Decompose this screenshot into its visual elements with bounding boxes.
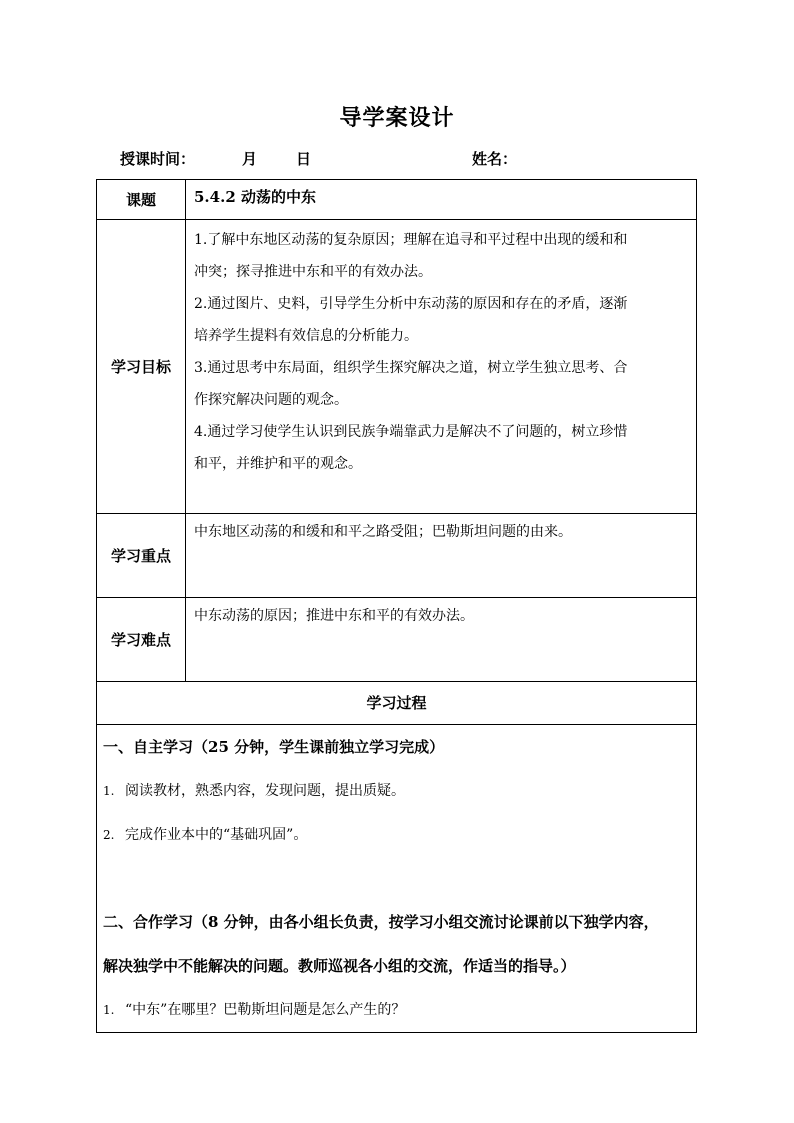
student-name-label: 姓名： [472, 150, 518, 168]
process-body-cell [97, 725, 697, 1033]
list-item [103, 769, 690, 813]
difficulties-cell [186, 598, 697, 682]
key-points-label: 学习重点 [97, 514, 186, 598]
goal-line: 3.通过思考中东局面，组织学生探究解决之道，树立学生独立思考、合 [194, 360, 628, 376]
difficulties-value: 中东动荡的原因；推进中东和平的有效办法。 [194, 608, 474, 624]
list-item [103, 813, 690, 857]
list-item-number: 2. [103, 828, 115, 842]
difficulties-row [97, 598, 697, 682]
list-item-text: 阅读教材，熟悉内容，发现问题，提出质疑。 [125, 783, 405, 799]
list-item-text: “中东”在哪里？巴勒斯坦问题是怎么产生的？ [125, 1002, 406, 1018]
lesson-time-label: 授课时间： [120, 150, 196, 168]
process-body-row [97, 725, 697, 1033]
topic-cell [186, 180, 697, 220]
document-title: 导学案设计 [339, 105, 455, 131]
list-item [103, 988, 690, 1032]
spacer [103, 857, 690, 900]
difficulties-label: 学习难点 [97, 598, 186, 682]
topic-value: 5.4.2 动荡的中东 [194, 188, 316, 206]
lesson-plan-table [96, 179, 697, 1033]
cooperative-study-heading-line2: 解决独学中不能解决的问题。教师巡视各小组的交流，作适当的指导。） [103, 957, 576, 975]
goal-line: 4.通过学习使学生认识到民族争端靠武力是解决不了问题的，树立珍惜 [194, 424, 628, 440]
process-body [97, 725, 696, 1032]
list-item-number: 1. [103, 784, 115, 798]
topic-row [97, 180, 697, 220]
goals-label: 学习目标 [97, 220, 186, 514]
goals-text [186, 220, 696, 480]
day-label: 日 [296, 150, 312, 168]
process-title: 学习过程 [366, 694, 427, 712]
key-points-value: 中东地区动荡的和缓和和平之路受阻；巴勒斯坦问题的由来。 [194, 524, 572, 540]
month-label: 月 [242, 150, 258, 168]
goals-cell [186, 220, 697, 514]
cooperative-study-heading-line1: 二、合作学习（8 分钟，由各小组长负责，按学习小组交流讨论课前以下独学内容， [103, 913, 659, 931]
list-item-number: 1. [103, 1003, 115, 1017]
goal-line: 冲突；探寻推进中东和平的有效办法。 [194, 264, 432, 280]
goal-line: 作探究解决问题的观念。 [194, 392, 348, 408]
topic-label: 课题 [97, 180, 186, 220]
process-title-cell [97, 682, 697, 725]
self-study-heading: 一、自主学习（25 分钟，学生课前独立学习完成） [103, 738, 445, 756]
process-title-row [97, 682, 697, 725]
goals-row [97, 220, 697, 514]
goal-line: 1.了解中东地区动荡的复杂原因；理解在追寻和平过程中出现的缓和和 [194, 232, 628, 248]
goal-line: 2.通过图片、史料，引导学生分析中东动荡的原因和存在的矛盾，逐渐 [194, 296, 628, 312]
key-points-row [97, 514, 697, 598]
key-points-cell [186, 514, 697, 598]
goal-line: 培养学生提料有效信息的分析能力。 [194, 328, 418, 344]
goal-line: 和平，并维护和平的观念。 [194, 456, 362, 472]
list-item-text: 完成作业本中的“基础巩固”。 [125, 827, 308, 843]
